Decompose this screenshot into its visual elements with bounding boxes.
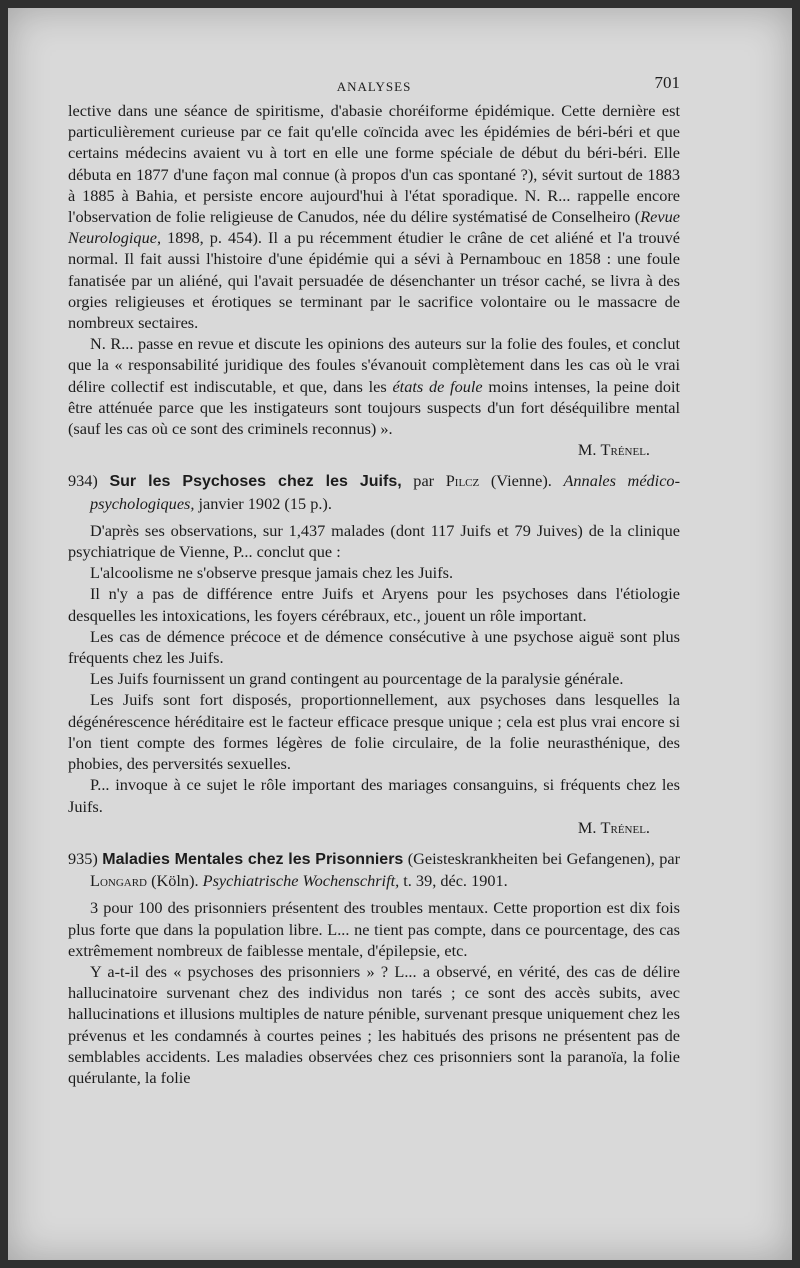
article-paragraph: P... invoque à ce sujet le rôle important des mariages consanguins, si fréquents chez les Juifs. [68,775,680,816]
page-text [68,70,680,1088]
intro-paragraph: N. R... passe en revue et discute les opinions des auteurs sur la folie des foules, et conclut que la « responsabilité juridique des foules s'évanouit complètement dans les cas où le vrai délire collectif est indiscutable, et que, dans les états de foule moins intenses, la peine doit être atténuée parce que les instigateurs sont toujours suspects d'un fort déséquilibre mental (sauf les cas où ce sont des criminels reconnus) ». [68,334,681,439]
article-paragraph: Y a-t-il des « psychoses des prisonniers » ? L... a observé, en vérité, des cas de délire hallucinatoire survenant chez des individus non tarés ; ce sont des accès subits, avec hallucinations et illusions multiples de nature pénible, survenant presque uniquement chez les prévenus et les condamnés à courtes peines ; les habitués des prisons ne présentent pas de semblables accidents. Les maladies observées chez ces prisonniers sont la paranoïa, la folie quérulante, la folie [68,961,680,1087]
signature: M. Trénel. [577,440,650,460]
article-title: Sur les Psychoses chez les Juifs, [109,473,402,491]
signature: M. Trénel. [577,817,650,837]
article-paragraph: Il n'y a pas de différence entre Juifs et Aryens pour les psychoses dans l'étiologie desquelles les intoxications, les foyers cérébraux, etc., jouent un rôle important. [68,584,680,625]
scanned-page [8,8,792,1260]
intro-paragraph: lective dans une séance de spiritisme, d'abasie choréiforme épidémique. Cette dernière est particulièrement curieuse par ce fait qu'elle coïncida avec les épidémies de béri-béri et que certains médecins avaient vu à tort en elle une forme spéciale de début du béri-béri. Elle débuta en 1877 d'une façon mal connue (à propos d'un cas spontané ?), sévit surtout de 1883 à 1885 à Bahia, et persiste encore aujourd'hui à l'état sporadique. N. R... rappelle encore l'observation de folie religieuse de Canudos, née du délire systématisé de Conselheiro (Revue Neurologique, 1898, p. 454). Il a pu récemment étudier le crâne de cet aliéné et l'a trouvé normal. Il fait aussi l'histoire d'une épidémie qui a sévi à Pernambouc en 1858 : une foule fanatisée par un aliéné, qui l'avait persuadée de désenchanter un trésor caché, se livra à des orgies religieuses et érotiques se terminant par le sacrifice volontaire ou le massacre de nombreux sectaires. [68,101,680,333]
article-paragraph: Les cas de démence précoce et de démence consécutive à une psychose aiguë sont plus fréquents chez les Juifs. [68,626,680,668]
article-paragraph: D'après ses observations, sur 1,437 malades (dont 117 Juifs et 79 Juives) de la clinique psychiatrique de Vienne, P... conclut que : [68,520,680,562]
article-934-heading: 934) Sur les Psychoses chez les Juifs, par Pilcz (Vienne). Annales médico-psychologiques, janvier 1902 (15 p.). [68,471,680,513]
article-935-heading: 935) Maladies Mentales chez les Prisonniers (Geisteskrankheiten bei Gefangenen), par Longard (Köln). Psychiatrische Wochenschrift, t. 39, déc. 1901. [68,848,680,891]
article-paragraph: Les Juifs fournissent un grand contingent au pourcentage de la paralysie générale. [90,669,624,689]
article-title: Maladies Mentales chez les Prisonniers [102,850,404,868]
page-number: 701 [654,73,680,92]
article-paragraph: 3 pour 100 des prisonniers présentent des troubles mentaux. Cette proportion est dix fois plus forte que dans la population libre. L... ne tient pas compte, dans ce pourcentage, des cas extrêmement nombreux de faiblesse mentale, d'épilepsie, etc. [68,898,680,960]
running-title: ANALYSES [336,79,412,94]
page-header [68,70,680,100]
article-paragraph: L'alcoolisme ne s'observe presque jamais chez les Juifs. [90,563,454,583]
article-paragraph: Les Juifs sont fort disposés, proportionnellement, aux psychoses dans lesquelles la dégénérescence héréditaire est le facteur efficace presque unique ; cela est plus vrai encore si l'on tient compte des formes légères de folie circulaire, de la folie neurasthénique, des phobies, des perversités sexuelles. [68,690,680,774]
